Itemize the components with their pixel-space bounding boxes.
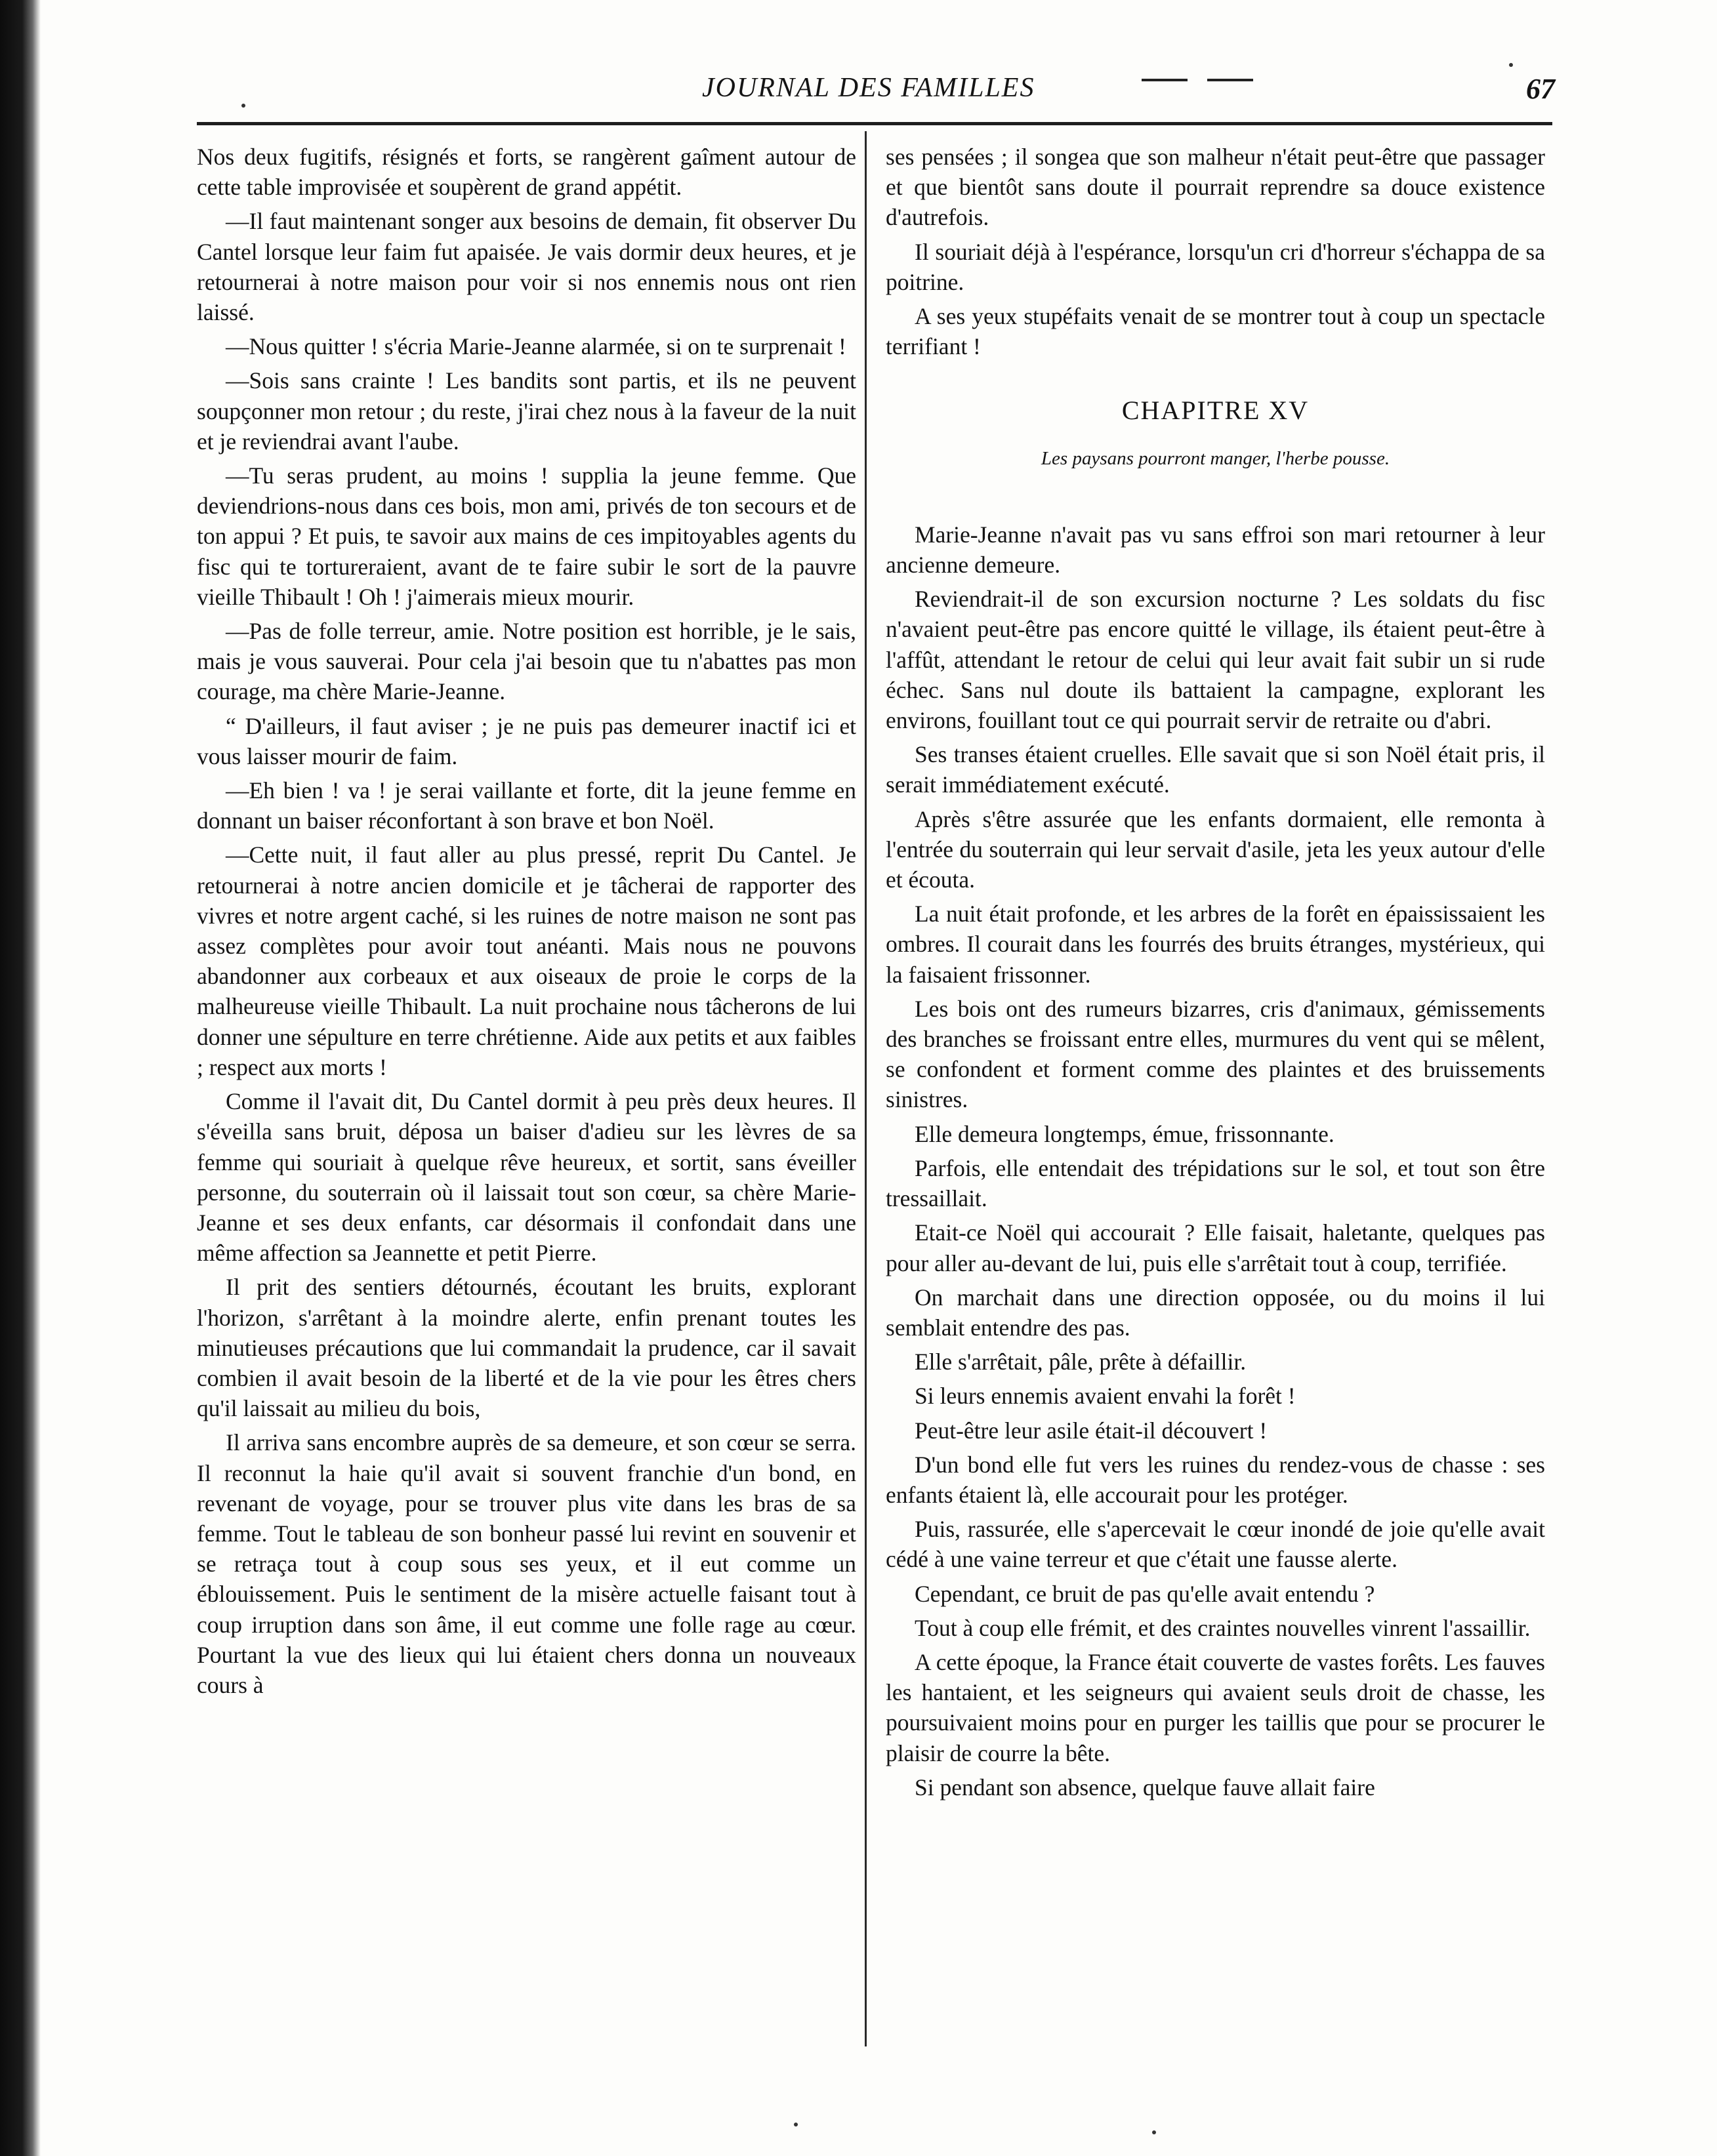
paragraph: Elle demeura longtemps, émue, frissonnante.	[915, 1120, 1334, 1147]
paragraph: Parfois, elle entendait des trépidations sur le sol, et tout son être tressaillait.	[886, 1154, 1545, 1212]
page-number: 67	[1526, 73, 1555, 105]
paragraph: La nuit était profonde, et les arbres de la forêt en épaississaient les ombres. Il courait dans les fourrés des bruits étranges, mystérieux, qui la faisaient frissonner.	[886, 901, 1545, 988]
paragraph: Etait-ce Noël qui accourait ? Elle faisait, haletante, quelques pas pour aller au-devant de lui, puis elle s'arrêtait tout à coup, terrifiée.	[886, 1219, 1545, 1276]
print-speck	[1152, 2130, 1156, 2134]
paragraph: Puis, rassurée, elle s'apercevait le cœur inondé de joie qu'elle avait cédé à une vaine terreur et que c'était une fausse alerte.	[886, 1516, 1545, 1573]
paragraph: Comme il l'avait dit, Du Cantel dormit à peu près deux heures. Il s'éveilla sans bruit, déposa un baiser d'adieu sur les lèvres de sa femme qui souriait à quelque rêve heureux, et sortit, sans éveiller personne, du souterrain où il laissait tout son cœur, sa chère Marie-Jeanne et ses deux enfants, car désormais il confondait dans une même affection sa Jeannette et petit Pierre.	[197, 1088, 856, 1267]
paragraph: —Il faut maintenant songer aux besoins de demain, fit observer Du Cantel lorsque leur faim fut apaisée. Je vais dormir deux heures, et je retournerai à notre maison pour voir si nos ennemis nous ont rien laissé.	[197, 208, 856, 326]
paragraph: A cette époque, la France était couverte de vastes forêts. Les fauves les hantaient, et les seigneurs qui avaient seuls droit de chasse, les poursuivaient moins pour en purger les taillis que pour se procurer le plaisir de courre la bête.	[886, 1648, 1545, 1766]
running-title: JOURNAL DES FAMILLES	[702, 73, 1035, 103]
print-speck	[241, 104, 245, 108]
paragraph: Marie-Jeanne n'avait pas vu sans effroi son mari retourner à leur ancienne demeure.	[886, 521, 1545, 579]
paragraph: Si pendant son absence, quelque fauve allait faire	[915, 1774, 1375, 1800]
paragraph: Ses transes étaient cruelles. Elle savait que si son Noël était pris, il serait immédiatement exécuté.	[886, 741, 1545, 798]
header-dash	[1207, 79, 1253, 81]
left-column	[197, 142, 856, 1704]
print-speck	[1509, 63, 1513, 67]
paragraph: Les bois ont des rumeurs bizarres, cris d'animaux, gémissements des branches se froissant entre elles, murmures du vent qui se mêlent, se confondent et forment comme des plaintes et des bruissements sinistres.	[886, 995, 1545, 1113]
chapter-title: CHAPITRE XV	[1121, 396, 1310, 426]
right-column	[886, 142, 1545, 1806]
paragraph: Après s'être assurée que les enfants dormaient, elle remonta à l'entrée du souterrain qui leur servait d'asile, jeta les yeux autour d'elle et écouta.	[886, 805, 1545, 893]
paragraph: A ses yeux stupéfaits venait de se montrer tout à coup un spectacle terrifiant !	[886, 303, 1545, 360]
print-speck	[794, 2123, 798, 2126]
paragraph: Elle s'arrêtait, pâle, prête à défaillir.	[915, 1349, 1247, 1375]
paragraph: —Cette nuit, il faut aller au plus pressé, reprit Du Cantel. Je retournerai à notre ancien domicile et je tâcherai de rapporter des vivres et notre argent caché, si les ruines de notre maison ne sont pas assez complètes pour avoir tout anéanti. Mais nous ne pouvons abandonner aux corbeaux et aux oiseaux de proie le corps de la malheureuse vieille Thibault. La nuit prochaine nous tâcherons de lui donner une sépulture en terre chrétienne. Aide aux petits et aux faibles ; respect aux morts !	[197, 842, 856, 1080]
paragraph: —Tu seras prudent, au moins ! supplia la jeune femme. Que deviendrions-nous dans ces bois, mon ami, privés de ton secours et de ton appui ? Et puis, te savoir aux mains de ces impitoyables agents du fisc qui te tortureraient, avant de te faire subir le sort de la pauvre vieille Thibault ! Oh ! j'aimerais mieux mourir.	[197, 462, 856, 610]
paragraph: —Sois sans crainte ! Les bandits sont partis, et ils ne peuvent soupçonner mon retour ; du reste, j'irai chez nous à la faveur de la nuit et je reviendrai avant l'aube.	[197, 367, 856, 455]
paragraph: Tout à coup elle frémit, et des craintes nouvelles vinrent l'assaillir.	[915, 1614, 1531, 1641]
paragraph: Si leurs ennemis avaient envahi la forêt !	[915, 1383, 1296, 1410]
paragraph: “ D'ailleurs, il faut aviser ; je ne puis pas demeurer inactif ici et vous laisser mourir de faim.	[197, 712, 856, 769]
header-rule	[197, 122, 1552, 125]
paragraph: On marchait dans une direction opposée, ou du moins il lui semblait entendre des pas.	[886, 1284, 1545, 1341]
paragraph: Il arriva sans encombre auprès de sa demeure, et son cœur se serra. Il reconnut la haie qu'il avait si souvent franchie d'un bond, en revenant de voyage, pour se trouver plus vite dans les bras de sa femme. Tout le tableau de son bonheur passé lui revint en souvenir et se retraça tout à coup sous ses yeux, et il eut comme un éblouissement. Puis le sentiment de la misère actuelle faisant tout à coup irruption dans son âme, il eut comme une folle rage au cœur. Pourtant la vue des lieux qui lui étaient chers donna un nouveaux cours à	[197, 1429, 856, 1698]
paragraph: D'un bond elle fut vers les ruines du rendez-vous de chasse : ses enfants étaient là, elle accourait pour les protéger.	[886, 1451, 1545, 1508]
paragraph: —Pas de folle terreur, amie. Notre position est horrible, je le sais, mais je vous sauverai. Pour cela j'ai besoin que tu n'abattes pas mon courage, ma chère Marie-Jeanne.	[197, 618, 856, 705]
paragraph: —Eh bien ! va ! je serai vaillante et forte, dit la jeune femme en donnant un baiser réconfortant à son brave et bon Noël.	[197, 777, 856, 834]
column-divider	[865, 131, 867, 2046]
header-dash	[1142, 79, 1188, 81]
paragraph: Nos deux fugitifs, résignés et forts, se rangèrent gaîment autour de cette table improvisée et soupèrent de grand appétit.	[197, 144, 856, 201]
paragraph: —Nous quitter ! s'écria Marie-Jeanne alarmée, si on te surprenait !	[226, 333, 846, 360]
chapter-subtitle: Les paysans pourront manger, l'herbe pousse.	[1041, 447, 1390, 469]
paragraph: Peut-être leur asile était-il découvert !	[915, 1417, 1268, 1444]
paragraph: ses pensées ; il songea que son malheur n'était peut-être que passager et que bientôt sans doute il pourrait reprendre sa douce existence d'autrefois.	[886, 144, 1545, 231]
binding-edge	[0, 0, 41, 2156]
paragraph: Cependant, ce bruit de pas qu'elle avait entendu ?	[915, 1580, 1375, 1607]
paragraph: Il prit des sentiers détournés, écoutant les bruits, explorant l'horizon, s'arrêtant à la moindre alerte, enfin prenant toutes les minutieuses précautions que lui commandait la prudence, car il savait combien il avait besoin de la liberté et de la vie pour les êtres chers qu'il laissait au milieu du bois,	[197, 1274, 856, 1422]
paragraph: Reviendrait-il de son excursion nocturne ? Les soldats du fisc n'avaient peut-être pas encore quitté le village, ils étaient peut-être à l'affût, attendant le retour de celui qui leur avait fait subir un si rude échec. Sans nul doute ils battaient la campagne, explorant les environs, fouillant tout ce qui pourrait servir de retraite ou d'abri.	[886, 586, 1545, 734]
paragraph: Il souriait déjà à l'espérance, lorsqu'un cri d'horreur s'échappa de sa poitrine.	[886, 238, 1545, 295]
page-header	[151, 72, 1555, 118]
